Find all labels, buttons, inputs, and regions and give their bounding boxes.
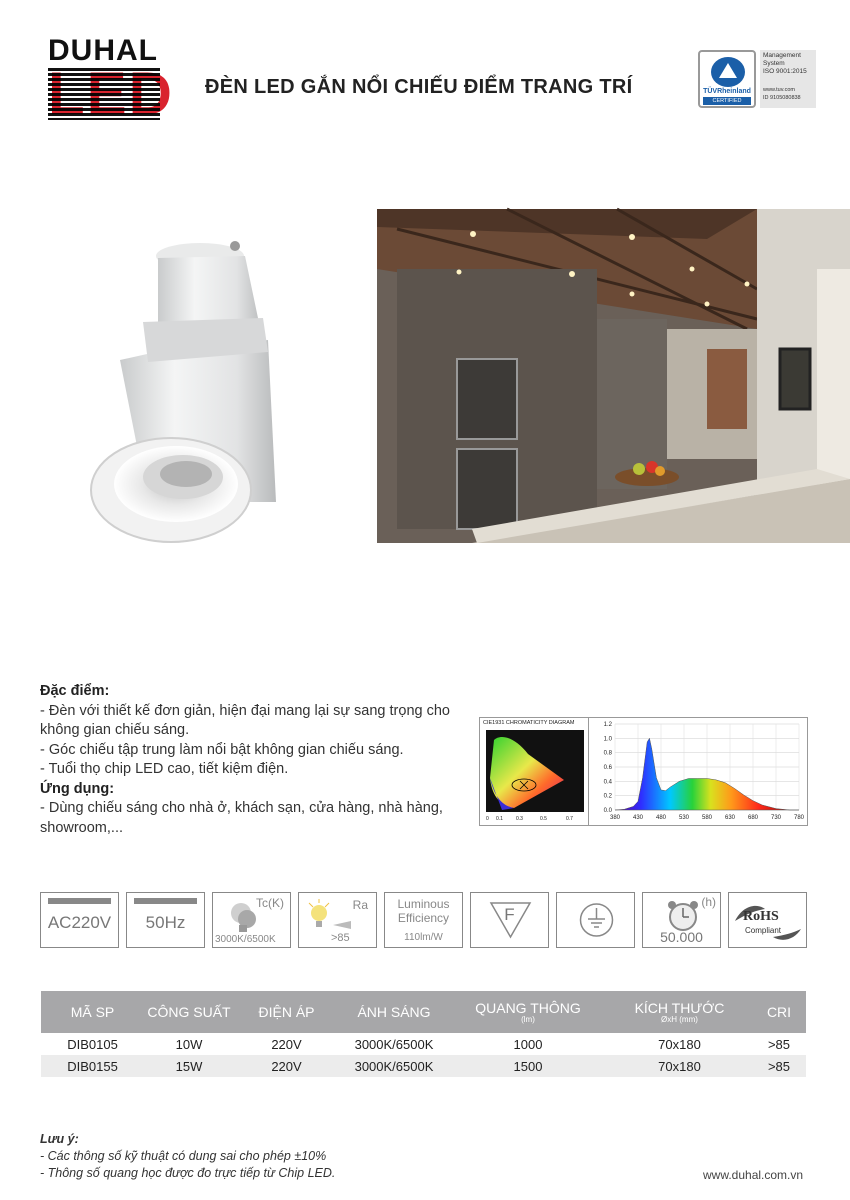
color-temperature-icon	[212, 892, 291, 948]
note-line: - Các thông số kỹ thuật có dung sai cho phép ±10%	[40, 1149, 327, 1163]
table-cell: 70x180	[658, 1036, 701, 1052]
frequency-label: 50Hz	[145, 913, 186, 932]
rohs-icon	[728, 892, 807, 948]
table-cell: 1500	[449, 1055, 607, 1077]
product-image	[88, 232, 288, 552]
col-header	[234, 991, 339, 1033]
brand-led-mark	[48, 60, 174, 127]
features-heading: Đặc điểm:	[40, 683, 110, 699]
tuv-triangle-icon	[711, 57, 745, 87]
lifetime-value: 50.000	[660, 929, 703, 945]
rohs-sub: Compliant	[745, 926, 782, 935]
x-tick-label: 680	[747, 815, 759, 821]
cie-x-tick: 0.7	[566, 816, 573, 822]
col-header	[339, 991, 449, 1033]
col-header-label: KÍCH THƯỚC	[634, 999, 725, 1016]
y-tick-label: 1.0	[603, 736, 612, 743]
feature-item: - Tuổi thọ chip LED cao, tiết kiệm điện.	[40, 761, 289, 777]
table-cell: 3000K/6500K	[354, 1036, 434, 1052]
col-header	[41, 991, 144, 1033]
features-section	[40, 682, 460, 838]
ground-icon	[556, 892, 635, 948]
table-cell: 1000	[513, 1036, 543, 1052]
table-cell: 220V	[234, 1055, 339, 1077]
tc-label: Tc(K)	[256, 896, 284, 910]
x-tick-label: 530	[678, 815, 690, 821]
ra-label: Ra	[352, 898, 368, 912]
notes-heading: Lưu ý:	[40, 1132, 79, 1146]
cert-line: ID 9105080838	[763, 95, 801, 101]
cri-icon	[298, 892, 377, 948]
efficiency-top: Luminous	[397, 897, 450, 911]
table-cell: DIB0105	[67, 1036, 118, 1052]
application-text: - Dùng chiếu sáng cho nhà ở, khách sạn, cửa hàng, nhà hàng, showroom,...	[40, 800, 443, 836]
table-cell: DIB0155	[41, 1055, 144, 1077]
x-tick-label: 580	[701, 815, 713, 821]
lifetime-unit: (h)	[701, 895, 716, 909]
brand-led-text: LED	[48, 60, 174, 127]
cert-text	[760, 50, 816, 108]
x-tick-label: 430	[632, 815, 644, 821]
voltage-icon	[40, 892, 119, 948]
brand-logo	[48, 34, 174, 127]
website-link[interactable]: www.duhal.com.vn	[703, 1168, 804, 1182]
note-line: - Thông số quang học được đo trực tiếp từ Chip LED.	[40, 1166, 336, 1180]
table-cell: 220V	[271, 1036, 302, 1052]
cie-x-tick: 0.5	[540, 816, 547, 822]
page-title: ĐÈN LED GẮN NỔI CHIẾU ĐIỂM TRANG TRÍ	[205, 76, 633, 98]
application-heading: Ứng dụng:	[40, 780, 115, 797]
feature-item: - Đèn với thiết kế đơn giản, hiện đại mang lại sự sang trọng cho không gian chiếu sáng.	[40, 702, 450, 738]
frequency-icon	[126, 892, 205, 948]
table-header-row	[41, 991, 806, 1033]
table-cell: 15W	[144, 1055, 234, 1077]
cie-x-tick: 0	[486, 816, 489, 822]
col-header-label: QUANG THÔNG	[475, 999, 581, 1016]
table-row	[41, 1055, 806, 1077]
cert-line: www.tuv.com	[763, 87, 795, 93]
bar-mark	[48, 898, 111, 904]
efficiency-value: 110lm/W	[404, 932, 443, 943]
certification-badge	[698, 50, 816, 110]
cie-chromaticity-diagram	[479, 717, 591, 826]
y-tick-label: 0.4	[603, 779, 612, 786]
col-header	[449, 991, 607, 1033]
cert-line: System	[763, 60, 785, 67]
application-photo	[377, 209, 850, 543]
table-cell: 70x180	[607, 1055, 752, 1077]
table-row	[41, 1033, 806, 1055]
y-tick-label: 0.8	[603, 750, 612, 757]
feature-item: - Góc chiếu tập trung làm nổi bật không gian chiếu sáng.	[40, 741, 404, 758]
x-tick-label: 380	[609, 815, 621, 821]
rohs-label: RoHS	[743, 909, 779, 924]
spectral-distribution-chart	[588, 717, 808, 826]
cie-title: CIE1931 CHROMATICITY DIAGRAM	[483, 720, 575, 726]
col-header	[144, 991, 234, 1033]
efficiency-mid: Efficiency	[397, 911, 450, 925]
col-header-label: CÔNG SUẤT	[147, 1004, 231, 1020]
table-cell: >85	[767, 1036, 791, 1052]
col-header	[752, 991, 806, 1033]
x-tick-label: 630	[724, 815, 736, 821]
col-header-label: MÃ SP	[70, 1004, 115, 1020]
notes-section	[40, 1131, 335, 1182]
tuv-badge	[698, 50, 756, 108]
spec-table	[41, 991, 806, 1077]
tc-value: 3000K/6500K	[215, 934, 276, 945]
y-tick-label: 0.2	[603, 793, 612, 800]
x-tick-label: 780	[793, 815, 805, 821]
x-tick-label: 480	[655, 815, 667, 821]
col-header-unit: (lm)	[521, 1014, 535, 1024]
brand-name: DUHAL	[48, 34, 158, 67]
ra-value: >85	[331, 932, 350, 944]
y-tick-label: 1.2	[603, 722, 612, 728]
x-tick-label: 730	[770, 815, 782, 821]
col-header	[607, 991, 752, 1033]
col-header-label: ÁNH SÁNG	[357, 1004, 431, 1020]
col-header-label: ĐIỆN ÁP	[258, 1004, 315, 1020]
table-cell: 10W	[175, 1036, 203, 1052]
y-tick-label: 0.6	[603, 765, 612, 771]
bar-mark	[134, 898, 197, 904]
col-header-label: CRI	[766, 1004, 792, 1020]
cert-line: Management	[763, 52, 801, 59]
y-tick-label: 0.0	[603, 808, 612, 814]
efficiency-icon	[384, 892, 463, 948]
tuv-label: TÜVRheinland	[703, 88, 751, 95]
certified-label: CERTIFIED	[703, 97, 751, 105]
col-header-unit: ØxH (mm)	[661, 1014, 698, 1024]
table-cell: >85	[752, 1055, 806, 1077]
lifetime-icon	[642, 892, 721, 948]
cert-line: ISO 9001:2015	[763, 68, 807, 75]
table-cell: 3000K/6500K	[339, 1055, 449, 1077]
f-mark-label: F	[504, 905, 515, 924]
cie-x-tick: 0.1	[496, 816, 503, 822]
cie-x-tick: 0.3	[516, 816, 523, 822]
f-mark-icon	[470, 892, 549, 948]
voltage-label: AC220V	[47, 913, 112, 932]
